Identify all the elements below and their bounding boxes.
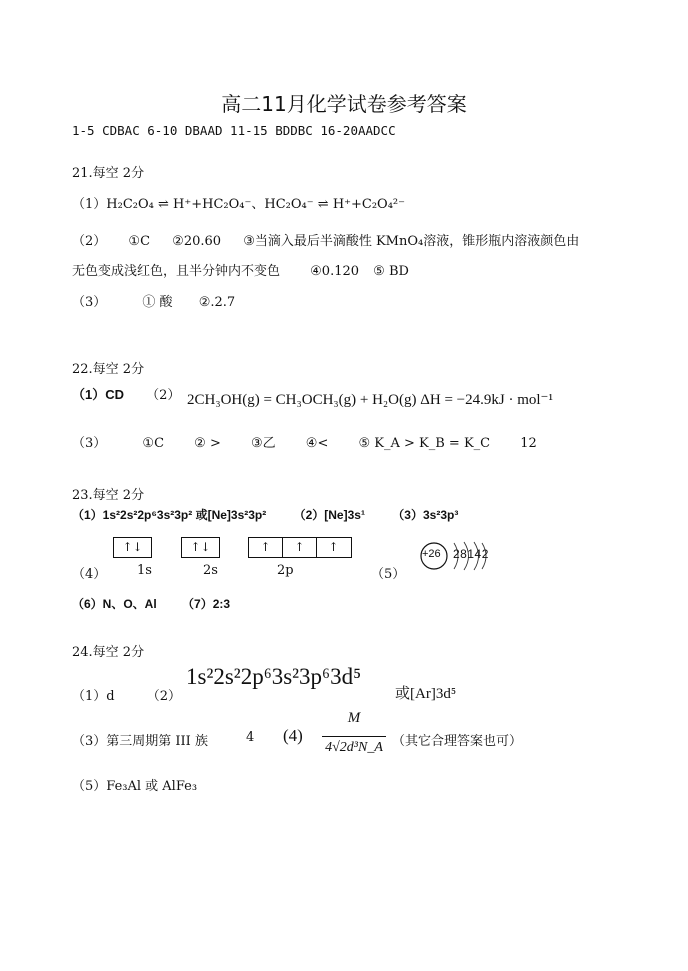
orbital-2p-3: ↑ bbox=[328, 540, 339, 554]
q22-line2 bbox=[72, 432, 537, 451]
q23-l3-a: （6）N、O、Al bbox=[72, 597, 157, 611]
q21-line2 bbox=[72, 230, 579, 249]
q21-sep: 、 bbox=[251, 197, 265, 212]
q21-l2-c: ③当滴入最后半滴酸性 KMnO₄溶液，锥形瓶内溶液颜色由 bbox=[243, 234, 580, 249]
q24-l2-b: 4 bbox=[246, 730, 255, 745]
q22-l2-a: ①C bbox=[142, 436, 165, 451]
orbital-2p-2: ↑ bbox=[283, 538, 317, 557]
q21-eq2-reactant: HC₂O₄⁻ bbox=[264, 197, 314, 212]
q22-l1-label2: （2） bbox=[146, 388, 181, 403]
q21-l4-label: （3） bbox=[72, 295, 107, 310]
q21-line4 bbox=[72, 291, 235, 310]
fraction-denominator: 4√2d³N_A bbox=[325, 740, 383, 755]
q22-l2-label: （3） bbox=[72, 436, 107, 451]
equilibrium-arrow-icon: ⇌ bbox=[317, 197, 329, 212]
q22-l1-label-text: （1）CD bbox=[72, 387, 125, 402]
atom-nucleus-charge: +26 bbox=[422, 548, 441, 560]
page-title: 高二11月化学试卷参考答案 bbox=[221, 92, 467, 116]
q21-heading: 21.每空 2分 bbox=[72, 166, 145, 181]
q22-heading: 22.每空 2分 bbox=[72, 362, 145, 377]
q22-l2-c: ③乙 bbox=[251, 436, 276, 451]
orbital-1s: ↑↓ bbox=[122, 540, 143, 554]
q24-l3: （5）Fe₃Al 或 AlFe₃ bbox=[72, 779, 198, 794]
q23-l3-b: （7）2:3 bbox=[182, 597, 231, 611]
q24-or-config: 或[Ar]3d⁵ bbox=[395, 686, 457, 702]
orbital-label-1s: 1s bbox=[137, 563, 152, 578]
orbital-2p-1: ↑ bbox=[249, 538, 283, 557]
q21-line3 bbox=[72, 260, 409, 279]
q23-l1-b: （2）[Ne]3s¹ bbox=[293, 508, 365, 522]
q22-l2-e: ⑤ K_A > K_B = K_C bbox=[358, 436, 491, 451]
q21-l4-a: ① 酸 bbox=[142, 295, 173, 310]
q24-line1-labels bbox=[72, 685, 181, 704]
q22-l2-b: ② > bbox=[194, 436, 221, 451]
q21-l1-label: （1） bbox=[72, 197, 107, 212]
q23-l2-label5: （5） bbox=[371, 567, 406, 582]
q21-l2-b: ②20.60 bbox=[172, 234, 222, 249]
q24-l2-c: (4) bbox=[283, 726, 303, 745]
q21-line1 bbox=[72, 193, 405, 212]
q21-l2-label: （2） bbox=[72, 234, 107, 249]
q22-l1-label bbox=[72, 384, 180, 403]
q24-heading: 24.每空 2分 bbox=[72, 645, 145, 660]
q21-eq1-product: H⁺+HC₂O₄⁻ bbox=[173, 197, 252, 212]
orbital-label-2p: 2p bbox=[277, 563, 294, 578]
q24-electron-config: 1s²2s²2p⁶3s²3p⁶3d⁵ bbox=[186, 664, 362, 689]
q23-l1-a: （1）1s²2s²2p⁶3s²3p² 或[Ne]3s²3p² bbox=[72, 508, 267, 522]
orbital-2p-box bbox=[248, 537, 352, 558]
q22-l2-f: 12 bbox=[520, 436, 537, 451]
q24-l2-note: （其它合理答案也可） bbox=[392, 734, 523, 749]
q23-line1 bbox=[72, 506, 458, 523]
q23-line3 bbox=[72, 595, 230, 612]
q23-l2-label: （4） bbox=[72, 567, 107, 582]
q21-eq2-product: H⁺+C₂O₄²⁻ bbox=[332, 197, 406, 212]
orbital-2s-box bbox=[181, 537, 220, 558]
orbital-2s: ↑↓ bbox=[190, 540, 211, 554]
q22-equation: 2CH₃OH(g) = CH₃OCH₃(g) + H₂O(g) ΔH = −24.9kJ · mol⁻¹ bbox=[187, 392, 553, 408]
fraction-bar bbox=[322, 736, 386, 737]
equilibrium-arrow-icon: ⇌ bbox=[158, 197, 169, 212]
q23-l1-c: （3）3s²3p³ bbox=[392, 508, 459, 522]
q23-heading: 23.每空 2分 bbox=[72, 488, 145, 503]
q21-l4-b: ②.2.7 bbox=[198, 295, 236, 310]
orbital-label-2s: 2s bbox=[203, 563, 218, 578]
q21-l3-e: ⑤ BD bbox=[373, 264, 409, 279]
q21-l2-a: ①C bbox=[128, 234, 151, 249]
q24-l2-a: （3）第三周期第 III 族 bbox=[72, 734, 208, 749]
mc-answers: 1-5 CDBAC 6-10 DBAAD 11-15 BDDBC 16-20AADCC bbox=[72, 123, 396, 138]
q21-eq1-reactant: H₂C₂O₄ bbox=[106, 197, 154, 212]
atom-shell-electrons: 28142 bbox=[453, 547, 489, 561]
fraction-numerator: M bbox=[347, 710, 361, 726]
q24-l1-a: （1）d bbox=[72, 689, 115, 704]
q21-l3-d: ④0.120 bbox=[310, 264, 360, 279]
orbital-1s-box bbox=[113, 537, 152, 558]
q24-l1-b: （2） bbox=[146, 689, 182, 704]
q22-l2-d: ④< bbox=[305, 436, 329, 451]
q21-l3-text: 无色变成浅红色，且半分钟内不变色 bbox=[72, 264, 281, 279]
